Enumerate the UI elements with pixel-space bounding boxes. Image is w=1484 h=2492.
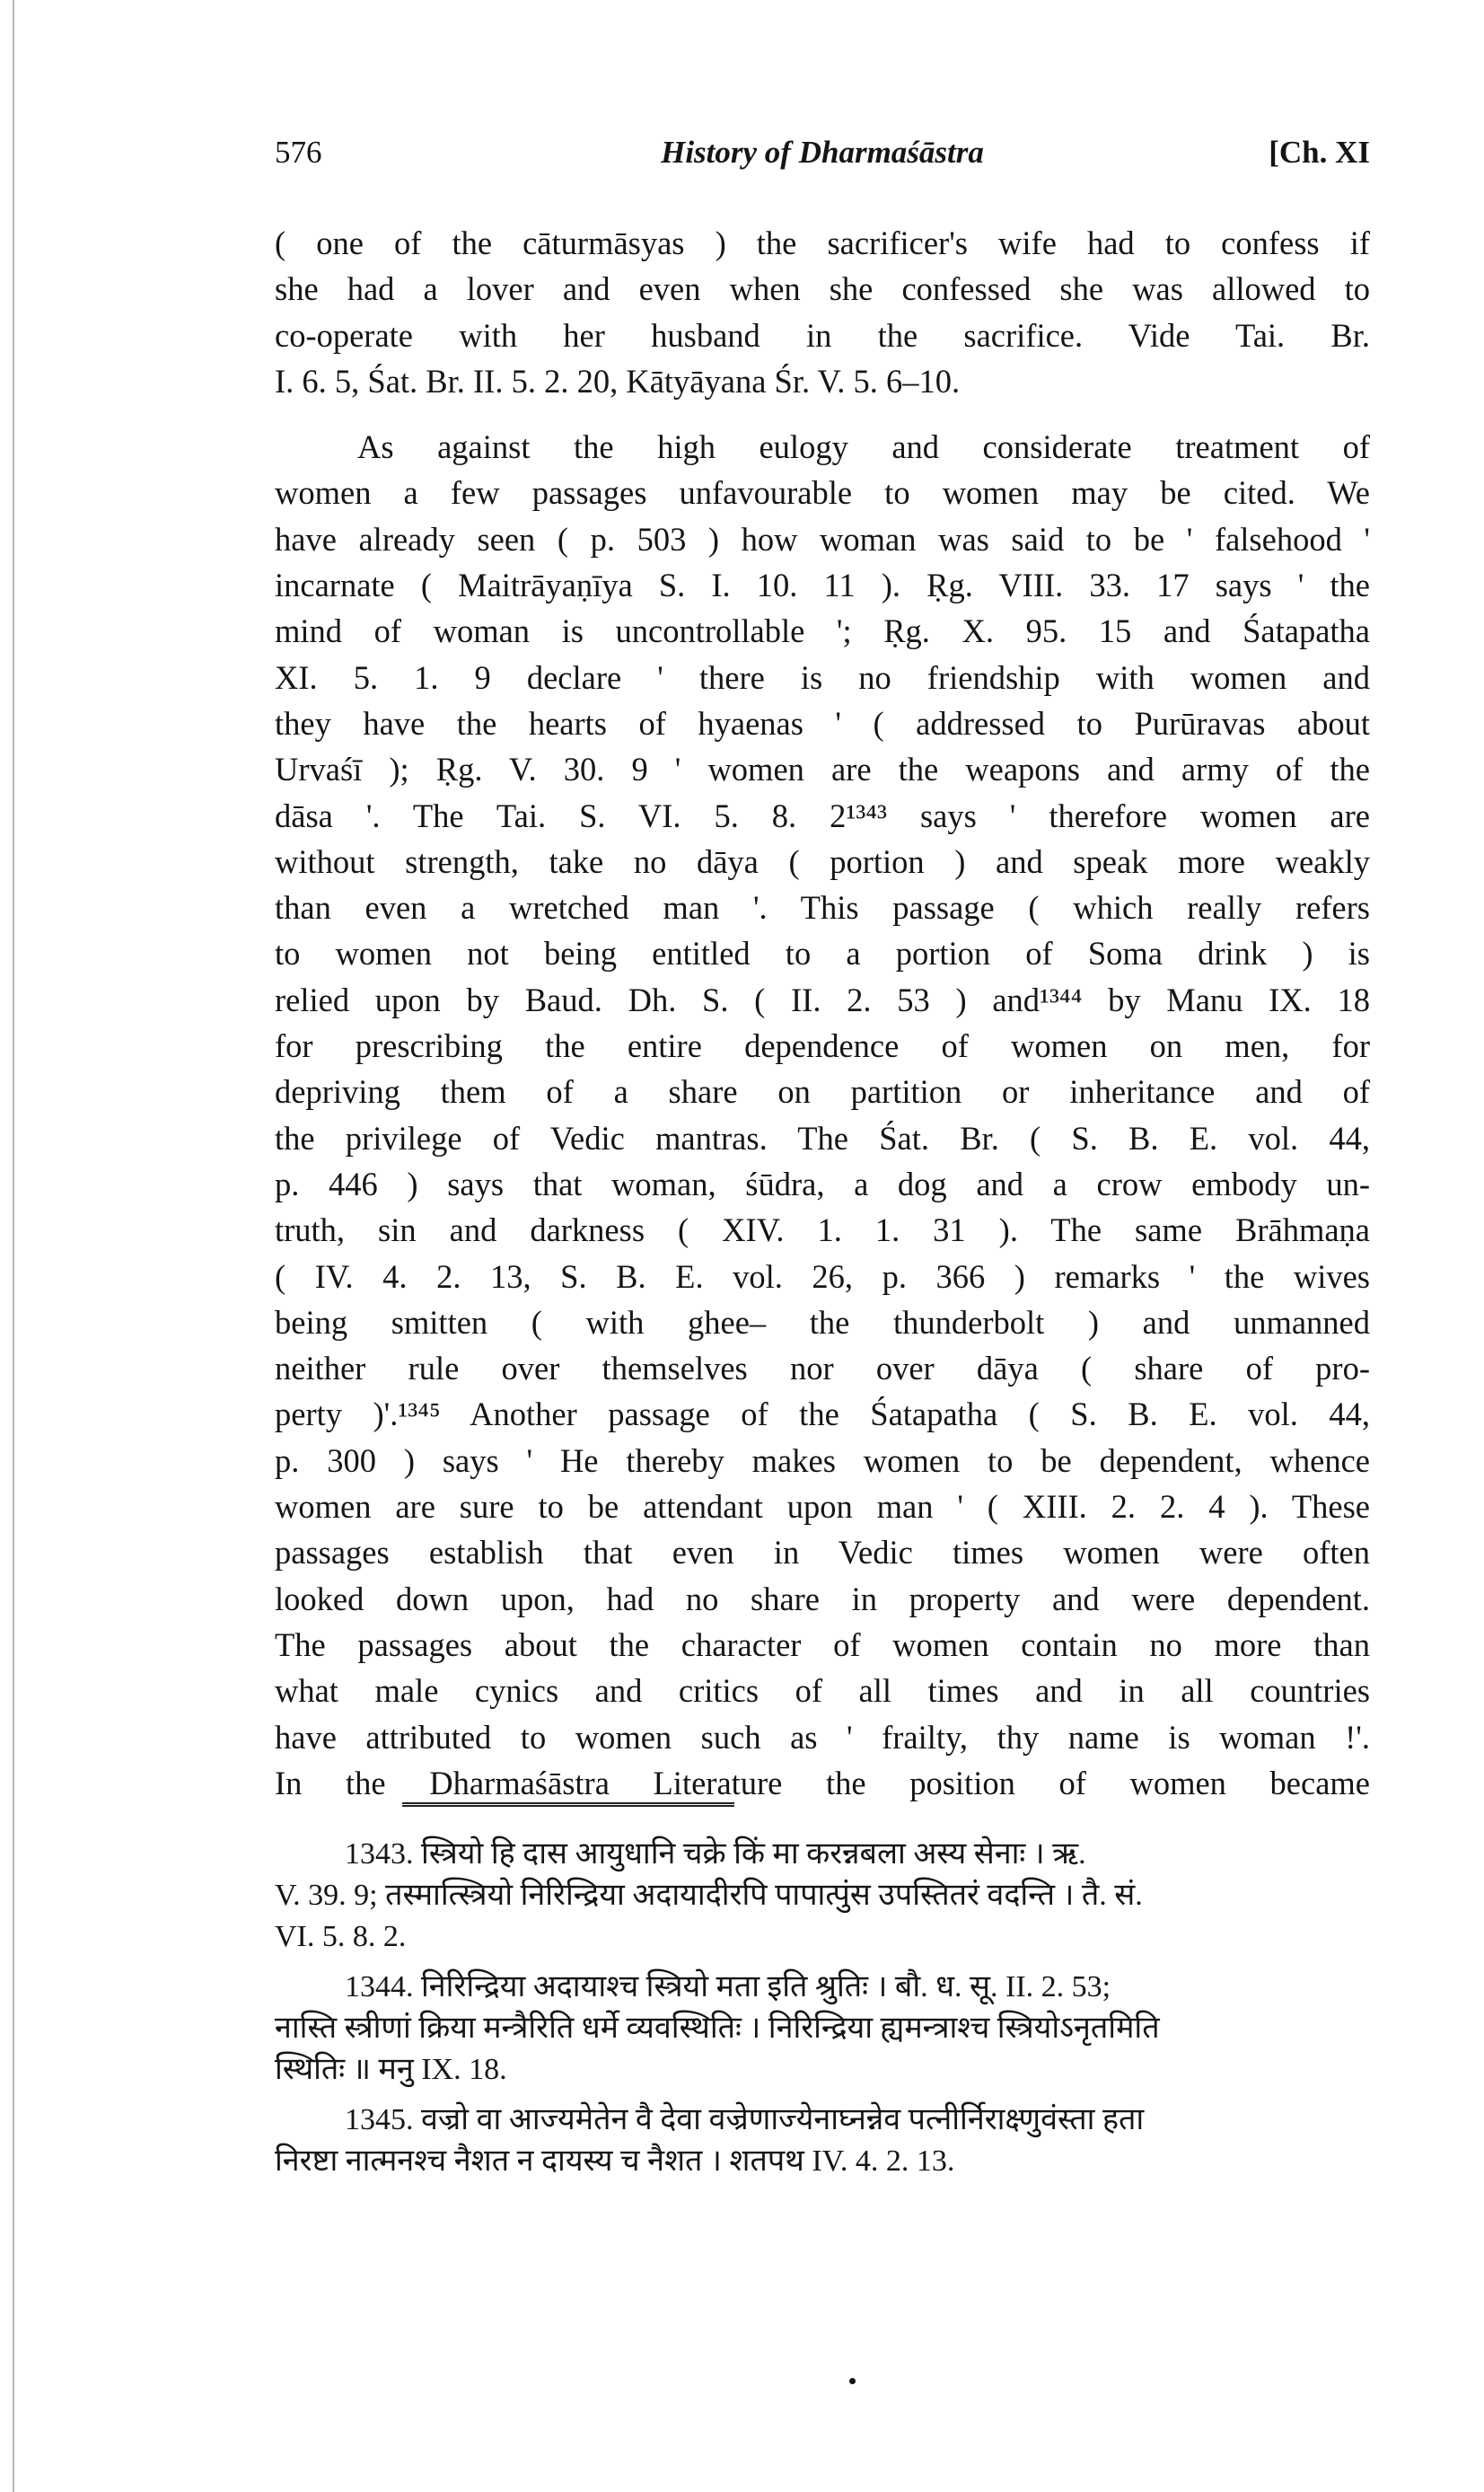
page-edge-line (13, 0, 14, 2492)
text-line: the privilege of Vedic mantras. The Śat. Br. ( S. B. E. vol. 44, (275, 1119, 1370, 1157)
text-line: looked down upon, had no share in property and were dependent. (275, 1580, 1370, 1617)
page-header (275, 135, 1370, 189)
text-line: ( IV. 4. 2. 13, S. B. E. vol. 26, p. 366 ) remarks ' the wives (275, 1257, 1370, 1295)
footnote-line: नास्ति स्त्रीणां क्रिया मन्त्रैरिति धर्मे व्यवस्थितिः । निरिन्द्रिया ह्यमन्त्राश्च स्त्रियोऽनृतमिति (275, 2012, 1160, 2045)
text-line: dāsa '. The Tai. S. VI. 5. 8. 2¹³⁴³ says ' therefore women are (275, 797, 1370, 834)
text-line: neither rule over themselves nor over dāya ( share of pro- (275, 1350, 1370, 1387)
footnote-line: स्थितिः ॥ मनु IX. 18. (275, 2053, 507, 2086)
text-line: she had a lover and even when she confessed she was allowed to (275, 270, 1370, 308)
text-line: have already seen ( p. 503 ) how woman was said to be ' falsehood ' (275, 520, 1370, 558)
text-line: passages establish that even in Vedic times women were often (275, 1534, 1370, 1572)
text-line: mind of woman is uncontrollable '; Ṛg. X. 95. 15 and Śatapatha (275, 612, 1370, 650)
text-line: being smitten ( with ghee– the thunderbolt ) and unmanned (275, 1303, 1370, 1341)
footnote-1345 (275, 2100, 1370, 2182)
text-line: Urvaśī ); Ṛg. V. 30. 9 ' women are the weapons and army of the (275, 751, 1370, 788)
text-line: perty )'.¹³⁴⁵ Another passage of the Śatapatha ( S. B. E. vol. 44, (275, 1396, 1370, 1433)
text-line: to women not being entitled to a portion of Soma drink ) is (275, 935, 1370, 973)
footnote-line: 1344. निरिन्द्रिया अदायाश्च स्त्रियो मता इति श्रुतिः । बौ. ध. सू. II. 2. 53; (345, 1970, 1111, 2003)
text-line: The passages about the character of women contain no more than (275, 1625, 1370, 1663)
text-line: have attributed to women such as ' frailty, thy name is woman !'. (275, 1718, 1370, 1756)
text-line: what male cynics and critics of all times and in all countries (275, 1672, 1370, 1710)
text-line: As against the high eulogy and considerate treatment of (357, 428, 1370, 466)
text-line: for prescribing the entire dependence of women on men, for (275, 1027, 1370, 1065)
paragraph-2 (275, 424, 1370, 1806)
text-line: they have the hearts of hyaenas ' ( addressed to Purūravas about (275, 704, 1370, 742)
footnotes (275, 1834, 1370, 2191)
text-line: without strength, take no dāya ( portion ) and speak more weakly (275, 842, 1370, 880)
text-line: ( one of the cāturmāsyas ) the sacrificer's wife had to confess if (275, 225, 1370, 261)
text-line: co-operate with her husband in the sacrifice. Vide Tai. Br. (275, 316, 1370, 354)
footnote-separator (402, 1802, 734, 1807)
footnote-line: निरष्टा नात्मनश्च नैशत न दायस्य च नैशत । शतपथ IV. 4. 2. 13. (275, 2144, 955, 2178)
text-line: than even a wretched man '. This passage ( which really refers (275, 889, 1370, 927)
decorative-dot (849, 2378, 856, 2384)
chapter-label: [Ch. XI (1269, 135, 1370, 170)
text-line: truth, sin and darkness ( XIV. 1. 1. 31 ). The same Brāhmaṇa (275, 1211, 1370, 1249)
body-text (275, 220, 1370, 1806)
footnote-1344 (275, 1967, 1370, 2091)
paragraph-1 (275, 220, 1370, 404)
footnote-1343 (275, 1834, 1370, 1958)
running-title: History of Dharmaśāstra (661, 135, 984, 170)
footnote-line: 1345. वज्रो वा आज्यमेतेन वै देवा वज्रेणाज्येनाघ्नन्नेव पत्नीर्निराक्ष्णुवंस्ता हता (345, 2103, 1145, 2136)
text-line: depriving them of a share on partition or inheritance and of (275, 1073, 1370, 1111)
text-line: women a few passages unfavourable to women may be cited. We (275, 474, 1370, 512)
text-line: p. 446 ) says that woman, śūdra, a dog and a crow embody un- (275, 1165, 1370, 1202)
footnote-line: 1343. स्त्रियो हि दास आयुधानि चक्रे किं मा करन्नबला अस्य सेनाः । ऋ. (345, 1837, 1086, 1871)
text-line: In the Dharmaśāstra Literature the position of women became (275, 1764, 1370, 1801)
text-line: I. 6. 5, Śat. Br. II. 5. 2. 20, Kātyāyana Śr. V. 5. 6–10. (275, 362, 961, 400)
text-line: incarnate ( Maitrāyaṇīya S. I. 10. 11 ). Ṛg. VIII. 33. 17 says ' the (275, 567, 1370, 604)
footnote-line: V. 39. 9; तस्मात्स्त्रियो निरिन्द्रिया अदायादीरपि पापात्पुंस उपस्तितरं वदन्ति । तै. सं. (275, 1879, 1143, 1912)
text-line: p. 300 ) says ' He thereby makes women to be dependent, whence (275, 1441, 1370, 1479)
text-line: women are sure to be attendant upon man ' ( XIII. 2. 2. 4 ). These (275, 1488, 1370, 1526)
text-line: relied upon by Baud. Dh. S. ( II. 2. 53 ) and¹³⁴⁴ by Manu IX. 18 (275, 981, 1370, 1018)
text-line: XI. 5. 1. 9 declare ' there is no friendship with women and (275, 658, 1370, 696)
page-number: 576 (275, 135, 322, 170)
footnote-line: VI. 5. 8. 2. (275, 1920, 407, 1953)
